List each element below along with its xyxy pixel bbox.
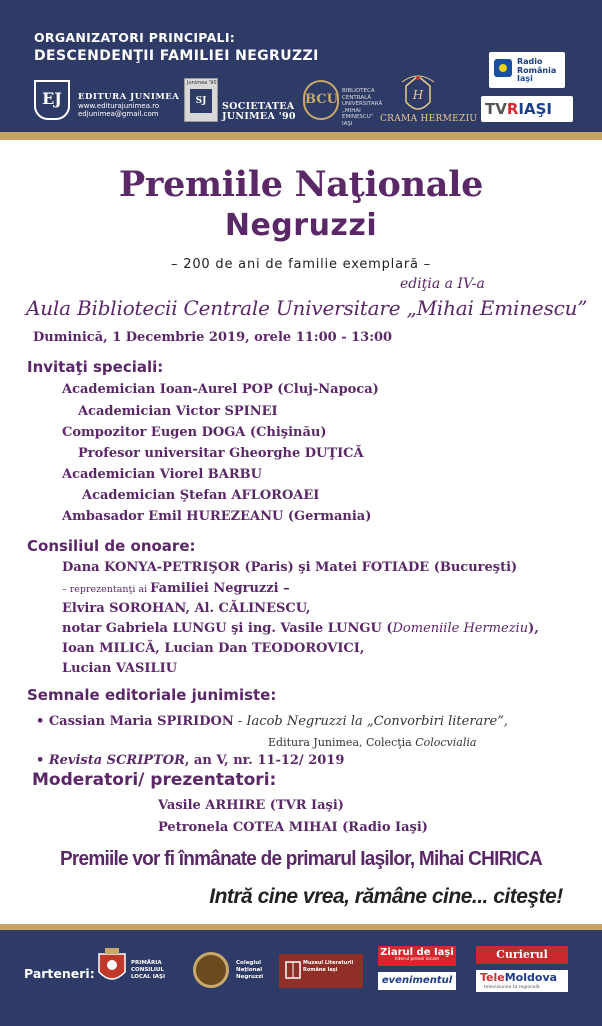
curierul-logo: Curierul xyxy=(476,946,568,964)
council-line xyxy=(62,621,539,636)
ziarul-de-iasi-logo xyxy=(378,946,456,966)
tm-sub: televiziunea ta regională xyxy=(484,985,540,990)
event-datetime: Duminică, 1 Decembrie 2019, orele 11:00 - 13:00 xyxy=(33,330,393,345)
council-line: Lucian VASILIU xyxy=(62,661,178,676)
radio-line1: Radio xyxy=(517,57,543,66)
radio-text xyxy=(517,58,556,84)
editorial-item2-rest: , an V, nr. 11-12/ 2019 xyxy=(184,753,345,768)
editorial-pub: Editura Junimea, Colecţia xyxy=(268,736,416,749)
tvr-iasi-logo xyxy=(481,96,573,122)
editorial-item1-ital: - Iacob Negruzzi la „Convorbiri literare”, xyxy=(233,714,508,729)
societatea-junimea-small: Junimea '90 xyxy=(187,80,217,86)
partners-label: Parteneri: xyxy=(24,966,95,981)
zi-title: Ziarul de Iaşi xyxy=(380,947,454,958)
guest-item: Academician Victor SPINEI xyxy=(78,404,278,419)
tele-moldova-logo xyxy=(476,970,568,992)
svg-text:H: H xyxy=(412,88,424,102)
tagline: – 200 de ani de familie exemplară – xyxy=(171,257,431,272)
guest-item: Academician Viorel BARBU xyxy=(62,467,262,482)
editorial-item xyxy=(36,714,508,729)
crama-hermeziu-crest-icon xyxy=(398,72,438,120)
header-band xyxy=(0,0,602,138)
crama-hermeziu-text: CRAMA HERMEZIU xyxy=(380,114,478,124)
book-icon xyxy=(285,961,301,979)
mlr-text: Muzeul Literaturii Române Iaşi xyxy=(303,960,354,973)
award-announcement: Premiile vor fi înmânate de primarul Iaşilor, Mihai CHIRICA xyxy=(59,848,543,870)
radio-romania-iasi-logo xyxy=(489,52,565,88)
editura-junimea-web: www.editurajunimea.ro xyxy=(78,102,160,110)
societatea-junimea-line1: SOCIETATEA xyxy=(222,101,295,112)
editorial-item1-bold: • Cassian Maria SPIRIDON xyxy=(36,714,234,729)
guest-item: Academician Ioan-Aurel POP (Cluj-Napoca) xyxy=(62,382,379,397)
editura-junimea-text xyxy=(78,92,179,118)
guests-heading: Invitaţi speciali: xyxy=(27,358,164,376)
societatea-junimea-mark: SJ xyxy=(190,89,212,113)
council-line4-a: notar Gabriela LUNGU şi ing. Vasile LUNGU ( xyxy=(62,621,393,636)
cnn-text: Colegiul Naţional Negruzzi xyxy=(236,960,264,980)
cjl-text: PRIMĂRIA CONSILIUL LOCAL IAŞI xyxy=(131,960,166,980)
editorial-item xyxy=(36,753,344,768)
tm-moldova: Moldova xyxy=(504,971,558,984)
council-line2-small: – reprezentanţi ai xyxy=(62,584,151,595)
radio-line3: Iaşi xyxy=(517,74,533,83)
tvr-r: R xyxy=(506,100,519,118)
bcu-logo: BCU xyxy=(303,80,339,120)
tm-title xyxy=(480,971,557,984)
slogan: Intră cine vrea, rămâne cine... citeşte! xyxy=(209,885,563,908)
council-heading: Consiliul de onoare: xyxy=(27,537,196,555)
tm-tele: Tele xyxy=(480,971,505,984)
societatea-junimea-text xyxy=(222,102,296,122)
council-line xyxy=(62,581,290,596)
organizers-name: DESCENDENŢII FAMILIEI NEGRUZZI xyxy=(34,48,319,64)
edition-label: ediţia a IV-a xyxy=(400,276,485,292)
radio-line2: România xyxy=(517,65,557,75)
editura-junimea-email: edjunimea@gmail.com xyxy=(78,110,159,118)
bcu-text: BIBLIOTECA CENTRALĂ UNIVERSITARĂ „MIHAI EMINESCU” IAŞI xyxy=(342,88,383,127)
radio-icon xyxy=(494,59,512,77)
societatea-junimea-logo xyxy=(184,78,218,122)
colegiul-negruzzi-seal-icon xyxy=(193,952,229,988)
gold-divider-top xyxy=(0,132,602,140)
council-line4-b: ), xyxy=(528,621,539,636)
council-line2-bold: Familiei Negruzzi – xyxy=(150,581,290,596)
moderator-item: Petronela COTEA MIHAI (Radio Iaşi) xyxy=(158,820,428,835)
moderator-item: Vasile ARHIRE (TVR Iaşi) xyxy=(158,798,344,813)
moderators-heading: Moderatori/ prezentatori: xyxy=(32,770,277,790)
organizers-label: ORGANIZATORI PRINCIPALI: xyxy=(34,30,236,45)
guest-item: Profesor universitar Gheorghe DUŢICĂ xyxy=(78,446,364,461)
tvr-city: IAŞI xyxy=(518,100,552,118)
tvr-tv: TV xyxy=(485,100,507,118)
page-title: Premiile Naţionale xyxy=(118,164,484,205)
council-line: Elvira SOROHAN, Al. CĂLINESCU, xyxy=(62,601,311,616)
guest-item: Ambasador Emil HUREZEANU (Germania) xyxy=(62,509,372,524)
council-line4-ital: Domeniile Hermeziu xyxy=(392,621,529,636)
page-subtitle: Negruzzi xyxy=(224,208,378,243)
guest-item: Compozitor Eugen DOGA (Chişinău) xyxy=(62,425,327,440)
societatea-junimea-line2: JUNIMEA '90 xyxy=(222,111,296,122)
editorial-heading: Semnale editoriale junimiste: xyxy=(27,686,277,704)
editura-junimea-logo: EJ xyxy=(34,80,70,120)
editorial-publisher xyxy=(268,736,476,749)
editorial-collection: Colocvialia xyxy=(415,736,477,749)
council-line: Ioan MILICĂ, Lucian Dan TEODOROVICI, xyxy=(62,641,365,656)
editura-junimea-name: EDITURA JUNIMEA xyxy=(78,92,180,102)
iasi-coat-of-arms-icon xyxy=(96,946,128,988)
editorial-item2-ital: • Revista SCRIPTOR xyxy=(36,753,185,768)
guest-item: Academician Ştefan AFLOROAEI xyxy=(82,488,320,503)
evenimentul-logo: evenimentul xyxy=(378,972,456,990)
venue: Aula Bibliotecii Centrale Universitare „Mihai Eminescu” xyxy=(26,296,588,320)
council-line: Dana KONYA-PETRIŞOR (Paris) şi Matei FOTIADE (Bucureşti) xyxy=(62,560,518,575)
zi-sub: liderul presei locale xyxy=(395,957,439,962)
